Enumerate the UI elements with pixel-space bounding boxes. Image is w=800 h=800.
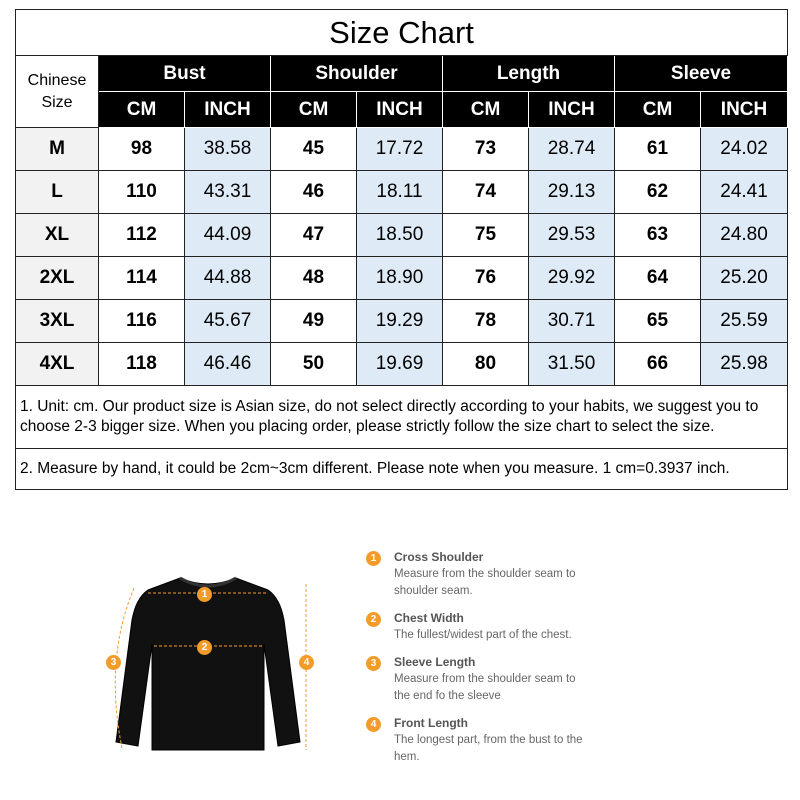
table-row <box>16 171 788 214</box>
cell-size: L <box>16 171 99 214</box>
cell-sleeve-in: 24.41 <box>701 171 788 214</box>
note-1: 1. Unit: cm. Our product size is Asian size, do not select directly according to your habits, we suggest you to choose 2-3 bigger size. When you placing order, please strictly follow the size chart to select the size. <box>16 386 788 449</box>
cell-sleeve-cm: 66 <box>615 343 701 386</box>
cell-bust-in: 38.58 <box>185 128 271 171</box>
cell-shoulder-in: 18.50 <box>357 214 443 257</box>
cell-sleeve-cm: 64 <box>615 257 701 300</box>
cell-length-in: 28.74 <box>529 128 615 171</box>
cell-sleeve-cm: 63 <box>615 214 701 257</box>
unit-cm-header: CM <box>271 92 357 128</box>
cell-bust-cm: 118 <box>99 343 185 386</box>
unit-inch-header: INCH <box>185 92 271 128</box>
unit-inch-header: INCH <box>701 92 788 128</box>
number-badge-icon: 1 <box>366 551 381 566</box>
cell-shoulder-cm: 49 <box>271 300 357 343</box>
table-row <box>16 128 788 171</box>
cell-bust-cm: 116 <box>99 300 185 343</box>
legend-item <box>366 715 666 766</box>
cell-shoulder-cm: 48 <box>271 257 357 300</box>
legend-item <box>366 549 666 600</box>
measurement-legend <box>366 549 666 776</box>
cell-shoulder-in: 19.29 <box>357 300 443 343</box>
legend-description: Measure from the shoulder seam to shoulder seam. <box>394 568 576 597</box>
cell-sleeve-cm: 65 <box>615 300 701 343</box>
cell-shoulder-cm: 47 <box>271 214 357 257</box>
cell-length-in: 30.71 <box>529 300 615 343</box>
cell-sleeve-cm: 62 <box>615 171 701 214</box>
table-row <box>16 343 788 386</box>
cell-sleeve-in: 25.98 <box>701 343 788 386</box>
cell-sleeve-in: 25.20 <box>701 257 788 300</box>
cell-sleeve-in: 24.80 <box>701 214 788 257</box>
length-header: Length <box>443 56 615 92</box>
legend-description: The fullest/widest part of the chest. <box>394 629 572 641</box>
unit-cm-header: CM <box>615 92 701 128</box>
number-badge-icon: 1 <box>197 587 212 602</box>
cell-size: 2XL <box>16 257 99 300</box>
shirt-icon <box>100 560 330 760</box>
legend-description: The longest part, from the bust to the hem. <box>394 734 583 763</box>
legend-title: Chest Width <box>394 611 464 625</box>
cell-bust-in: 44.88 <box>185 257 271 300</box>
legend-title: Sleeve Length <box>394 655 476 669</box>
cell-bust-cm: 112 <box>99 214 185 257</box>
cell-length-in: 31.50 <box>529 343 615 386</box>
number-badge-icon: 2 <box>197 640 212 655</box>
number-badge-icon: 4 <box>366 717 381 732</box>
legend-description: Measure from the shoulder seam to the end fo the sleeve <box>394 673 576 702</box>
cell-length-cm: 80 <box>443 343 529 386</box>
cell-shoulder-in: 18.90 <box>357 257 443 300</box>
cell-size: 4XL <box>16 343 99 386</box>
cell-length-cm: 78 <box>443 300 529 343</box>
cell-bust-in: 45.67 <box>185 300 271 343</box>
cell-length-cm: 75 <box>443 214 529 257</box>
number-badge-icon: 3 <box>106 655 121 670</box>
cell-bust-in: 46.46 <box>185 343 271 386</box>
cell-length-cm: 76 <box>443 257 529 300</box>
legend-item <box>366 654 666 705</box>
sleeve-header: Sleeve <box>615 56 788 92</box>
number-badge-icon: 3 <box>366 656 381 671</box>
cell-length-in: 29.53 <box>529 214 615 257</box>
shirt-illustration <box>100 560 330 760</box>
legend-item <box>366 610 666 644</box>
note-2: 2. Measure by hand, it could be 2cm~3cm different. Please note when you measure. 1 cm=0.3937 inch. <box>16 449 788 490</box>
number-badge-icon: 2 <box>366 612 381 627</box>
bust-header: Bust <box>99 56 271 92</box>
cell-length-in: 29.13 <box>529 171 615 214</box>
unit-cm-header: CM <box>99 92 185 128</box>
cell-size: M <box>16 128 99 171</box>
cell-shoulder-in: 18.11 <box>357 171 443 214</box>
cell-bust-in: 44.09 <box>185 214 271 257</box>
cell-sleeve-in: 24.02 <box>701 128 788 171</box>
size-chart-table <box>15 9 788 490</box>
legend-title: Front Length <box>394 716 468 730</box>
cell-shoulder-cm: 46 <box>271 171 357 214</box>
cell-size: XL <box>16 214 99 257</box>
unit-inch-header: INCH <box>357 92 443 128</box>
legend-title: Cross Shoulder <box>394 550 484 564</box>
cell-bust-in: 43.31 <box>185 171 271 214</box>
cell-length-cm: 74 <box>443 171 529 214</box>
cell-sleeve-cm: 61 <box>615 128 701 171</box>
cell-shoulder-cm: 50 <box>271 343 357 386</box>
chinese-size-header: Chinese Size <box>16 56 99 128</box>
cell-size: 3XL <box>16 300 99 343</box>
cell-sleeve-in: 25.59 <box>701 300 788 343</box>
cell-bust-cm: 98 <box>99 128 185 171</box>
cell-shoulder-cm: 45 <box>271 128 357 171</box>
number-badge-icon: 4 <box>299 655 314 670</box>
cell-bust-cm: 114 <box>99 257 185 300</box>
cell-bust-cm: 110 <box>99 171 185 214</box>
cell-shoulder-in: 17.72 <box>357 128 443 171</box>
cell-length-cm: 73 <box>443 128 529 171</box>
table-row <box>16 257 788 300</box>
unit-cm-header: CM <box>443 92 529 128</box>
unit-inch-header: INCH <box>529 92 615 128</box>
cell-length-in: 29.92 <box>529 257 615 300</box>
table-row <box>16 214 788 257</box>
table-row <box>16 300 788 343</box>
page-title: Size Chart <box>16 10 788 56</box>
shoulder-header: Shoulder <box>271 56 443 92</box>
cell-shoulder-in: 19.69 <box>357 343 443 386</box>
